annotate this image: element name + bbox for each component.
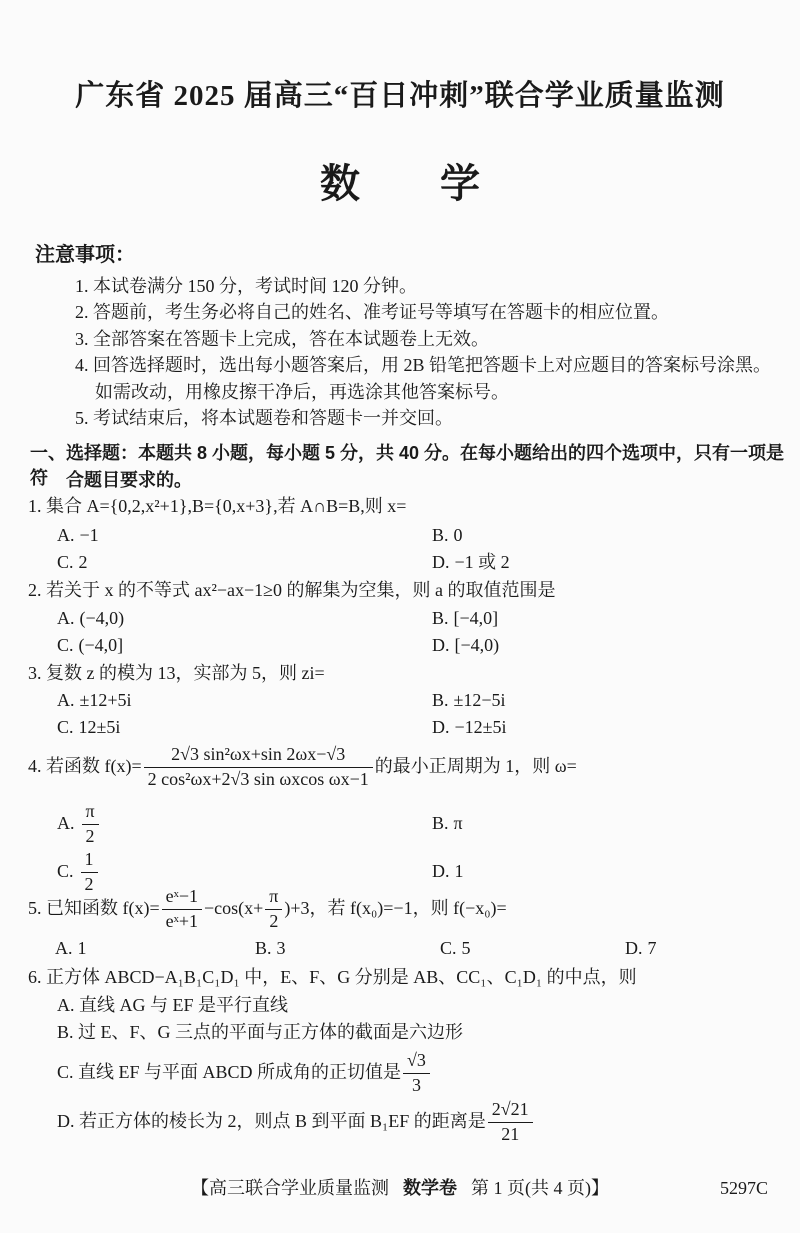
option-label: B. <box>255 938 272 958</box>
footer <box>0 1176 800 1201</box>
question-2-option-c <box>57 633 123 658</box>
option-label: A. <box>57 813 75 834</box>
option-label: A. <box>57 690 75 710</box>
q6-option-c-fraction <box>403 1050 430 1096</box>
option-label: D. <box>432 552 450 572</box>
notice-item-2: 2. 答题前，考生务必将自己的姓名、准考证号等填写在答题卡的相应位置。 <box>75 302 669 322</box>
q4-stem-prefix: 4. 若函数 f(x)= <box>28 756 142 777</box>
footer-paper-code: 5297C <box>720 1178 769 1198</box>
option-text: [−4,0) <box>454 635 500 655</box>
fraction-numerator: eˣ−1 <box>162 886 202 910</box>
footer-subject: 数学卷 <box>403 1178 457 1198</box>
question-4-option-a <box>57 802 101 846</box>
fraction-denominator: eˣ+1 <box>165 910 198 931</box>
question-5-option-b <box>255 936 286 961</box>
fraction-numerator: π <box>82 801 99 825</box>
question-1-option-a <box>57 523 99 548</box>
question-6-option-c <box>57 1050 432 1096</box>
option-label: C. <box>57 635 74 655</box>
question-6-option-d <box>57 1098 535 1146</box>
question-6-stem: 6. 正方体 ABCD−A₁B₁C₁D₁ 中，E、F、G 分别是 AB、CC₁、C₁D₁ 的中点，则 <box>28 967 637 987</box>
question-2-option-d <box>432 633 499 658</box>
q4-main-fraction <box>144 744 373 790</box>
option-text: 12±5i <box>78 717 121 737</box>
fraction-numerator: 1 <box>81 849 98 873</box>
notice-item-4-continued: 如需改动，用橡皮擦干净后，再选涂其他答案标号。 <box>95 382 509 402</box>
fraction-denominator: 3 <box>411 1074 421 1095</box>
question-3-option-a <box>57 688 132 713</box>
subject-char-1: 数 <box>320 161 360 206</box>
fraction-numerator: π <box>265 886 282 910</box>
subject-title <box>0 156 800 212</box>
question-1-option-b <box>432 523 463 548</box>
question-4-stem <box>28 736 577 798</box>
option-text: 2 <box>78 552 88 572</box>
question-5-option-a <box>55 936 87 961</box>
q5-fraction-2 <box>265 886 282 932</box>
option-text: −1 或 2 <box>454 552 510 572</box>
option-text: ±12−5i <box>453 690 506 710</box>
option-label: C. <box>57 717 74 737</box>
question-2-option-b <box>432 606 498 631</box>
option-text: 7 <box>647 938 657 958</box>
question-2-stem: 2. 若关于 x 的不等式 ax²−ax−1≥0 的解集为空集，则 a 的取值范围是 <box>28 580 556 600</box>
q5-stem-suffix: )+3，若 f(x₀)=−1，则 f(−x₀)= <box>284 898 507 919</box>
option-text: 3 <box>276 938 286 958</box>
fraction-denominator: 2 <box>84 873 94 894</box>
option-text: −1 <box>79 525 99 545</box>
option-label: C. <box>57 861 74 882</box>
option-label: D. <box>432 861 450 882</box>
exam-title: 广东省 2025 届高三“百日冲刺”联合学业质量监测 <box>75 80 725 112</box>
question-4-option-b <box>432 802 463 846</box>
fraction-denominator: 2 <box>269 910 279 931</box>
question-5-option-d <box>625 936 657 961</box>
notice-item-4: 4. 回答选择题时，选出每小题答案后，用 2B 铅笔把答题卡上对应题目的答案标号涂黑。 <box>75 355 772 375</box>
option-label: C. <box>440 938 457 958</box>
question-1-option-c <box>57 550 88 575</box>
q4-stem-suffix: 的最小正周期为 1，则 ω= <box>374 756 577 777</box>
option-label: B. <box>432 813 449 834</box>
footer-page-info: 第 1 页(共 4 页)】 <box>471 1178 609 1198</box>
question-5-option-c <box>440 936 471 961</box>
option-text: π <box>453 813 463 834</box>
notice-heading: 注意事项： <box>35 244 135 266</box>
option-label: A. <box>57 525 75 545</box>
q5-fraction-1 <box>162 886 202 932</box>
notice-item-3: 3. 全部答案在答题卡上完成，答在本试题卷上无效。 <box>75 329 489 349</box>
option-label: D. <box>625 938 643 958</box>
q5-stem-prefix: 5. 已知函数 f(x)= <box>28 898 160 919</box>
q5-stem-middle: −cos(x+ <box>203 898 264 919</box>
q6-option-d-text: D. 若正方体的棱长为 2，则点 B 到平面 B₁EF 的距离是 <box>57 1111 486 1132</box>
subject-char-2: 学 <box>440 161 480 206</box>
option-text: (−4,0] <box>78 635 124 655</box>
option-text: 1 <box>454 861 464 882</box>
question-3-option-b <box>432 688 506 713</box>
question-6-option-b: B. 过 E、F、G 三点的平面与正方体的截面是六边形 <box>57 1022 464 1042</box>
notice-item-1: 1. 本试卷满分 150 分，考试时间 120 分钟。 <box>75 276 417 296</box>
q6-option-c-text: C. 直线 EF 与平面 ABCD 所成角的正切值是 <box>57 1062 402 1083</box>
question-5-stem <box>28 885 507 931</box>
q4-option-a-fraction <box>82 801 99 847</box>
option-label: C. <box>57 552 74 572</box>
question-2-option-a <box>57 606 124 631</box>
q4-fraction-numerator: 2√3 sin²ωx+sin 2ωx−√3 <box>144 744 373 768</box>
option-label: A. <box>55 938 73 958</box>
option-text: [−4,0] <box>453 608 499 628</box>
option-text: −12±5i <box>454 717 507 737</box>
option-text: 0 <box>453 525 463 545</box>
question-6-option-a: A. 直线 AG 与 EF 是平行直线 <box>57 995 289 1015</box>
fraction-denominator: 21 <box>501 1123 520 1144</box>
q6-option-d-fraction <box>488 1099 533 1145</box>
q4-fraction-denominator: 2 cos²ωx+2√3 sin ωxcos ωx−1 <box>147 768 369 789</box>
option-label: B. <box>432 690 449 710</box>
option-text: 5 <box>461 938 471 958</box>
option-label: B. <box>432 608 449 628</box>
fraction-numerator: √3 <box>403 1050 430 1074</box>
option-label: D. <box>432 635 450 655</box>
footer-bracket-left: 【高三联合学业质量监测 <box>191 1178 389 1198</box>
question-3-stem: 3. 复数 z 的模为 13，实部为 5，则 zi= <box>28 663 325 683</box>
option-text: (−4,0) <box>79 608 125 628</box>
section1-heading-line1: 一、选择题：本题共 8 小题，每小题 5 分，共 40 分。在每小题给出的四个选项中，只有一项是符 <box>30 443 785 489</box>
fraction-numerator: 2√21 <box>488 1099 533 1123</box>
question-1-stem: 1. 集合 A={0,2,x²+1},B={0,x+3},若 A∩B=B,则 x= <box>28 496 407 516</box>
fraction-denominator: 2 <box>85 825 95 846</box>
option-label: A. <box>57 608 75 628</box>
question-1-option-d <box>432 550 510 575</box>
section1-heading-line2: 合题目要求的。 <box>66 470 192 490</box>
option-label: B. <box>432 525 449 545</box>
option-label: D. <box>432 717 450 737</box>
notice-item-5: 5. 考试结束后，将本试题卷和答题卡一并交回。 <box>75 408 453 428</box>
option-text: 1 <box>77 938 87 958</box>
option-text: ±12+5i <box>79 690 132 710</box>
